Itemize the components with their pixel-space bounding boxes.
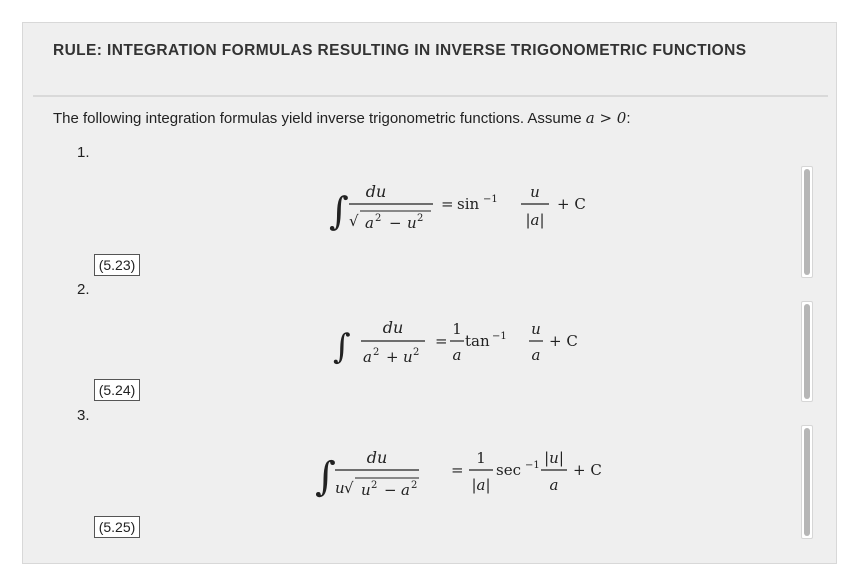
constant: + C bbox=[557, 195, 586, 213]
coefficient-denominator: a bbox=[452, 346, 462, 364]
denominator-b: u bbox=[403, 348, 413, 366]
function-name: tan bbox=[465, 332, 490, 350]
coefficient-denominator: |a| bbox=[471, 476, 491, 494]
integral-sign: ∫ bbox=[329, 189, 349, 233]
exponent: 2 bbox=[373, 347, 380, 358]
rhs-numerator: |u| bbox=[544, 449, 564, 467]
inverse-exponent: −1 bbox=[483, 194, 498, 205]
numerator: du bbox=[365, 182, 387, 201]
formula-2-scrollbar[interactable] bbox=[801, 301, 813, 402]
scrollbar-thumb[interactable] bbox=[804, 428, 810, 536]
formula-3-equation bbox=[309, 437, 609, 507]
formula-1-equation bbox=[323, 173, 603, 243]
inverse-exponent: −1 bbox=[525, 460, 540, 471]
formula-2-equation bbox=[331, 311, 601, 375]
sqrt-symbol: √ bbox=[344, 479, 354, 497]
intro-text bbox=[53, 109, 631, 127]
exponent: 2 bbox=[411, 480, 418, 491]
rhs-denominator: a bbox=[549, 476, 559, 494]
formula-3-scrollbar[interactable] bbox=[801, 425, 813, 539]
numerator: du bbox=[382, 318, 404, 337]
scrollbar-thumb[interactable] bbox=[804, 169, 810, 275]
numerator: du bbox=[366, 448, 388, 467]
equals-sign: = bbox=[441, 195, 454, 213]
equals-sign: = bbox=[451, 461, 464, 479]
formula-2-number: 2. bbox=[77, 281, 90, 298]
radicand-b: a bbox=[401, 481, 410, 499]
inverse-exponent: −1 bbox=[492, 331, 507, 342]
exponent: 2 bbox=[371, 480, 378, 491]
rhs-denominator: a bbox=[531, 346, 541, 364]
radicand-b: u bbox=[407, 214, 417, 232]
integral-sign: ∫ bbox=[315, 454, 336, 500]
radicand-a: a bbox=[365, 214, 374, 232]
exponent: 2 bbox=[375, 213, 382, 224]
scrollbar-thumb[interactable] bbox=[804, 304, 810, 399]
denominator-a: a bbox=[363, 348, 372, 366]
exponent: 2 bbox=[413, 347, 420, 358]
coefficient-numerator: 1 bbox=[476, 449, 486, 467]
equation-tag-5-24: (5.24) bbox=[94, 379, 140, 401]
minus-sign: − bbox=[389, 214, 402, 232]
sqrt-symbol: √ bbox=[349, 212, 359, 230]
constant: + C bbox=[573, 461, 602, 479]
exponent: 2 bbox=[417, 213, 424, 224]
formula-1-number: 1. bbox=[77, 144, 90, 161]
intro-math: a > 0 bbox=[585, 109, 627, 127]
constant: + C bbox=[549, 332, 578, 350]
rhs-numerator: u bbox=[530, 183, 540, 201]
function-name: sec bbox=[496, 461, 521, 479]
rhs-denominator: |a| bbox=[525, 211, 545, 229]
minus-sign: − bbox=[384, 481, 397, 499]
rule-card bbox=[22, 22, 837, 564]
denominator-prefix: u bbox=[335, 479, 345, 497]
plus-sign: + bbox=[386, 348, 399, 366]
intro-colon: : bbox=[626, 110, 631, 127]
rule-title: RULE: INTEGRATION FORMULAS RESULTING IN INVERSE TRIGONOMETRIC FUNCTIONS bbox=[53, 42, 747, 59]
rhs-numerator: u bbox=[531, 320, 541, 338]
radicand-a: u bbox=[361, 481, 371, 499]
equation-tag-5-23: (5.23) bbox=[94, 254, 140, 276]
formula-1-scrollbar[interactable] bbox=[801, 166, 813, 278]
function-name: sin bbox=[457, 195, 480, 213]
title-divider bbox=[33, 95, 828, 97]
integral-sign: ∫ bbox=[333, 327, 351, 367]
equation-tag-5-25: (5.25) bbox=[94, 516, 140, 538]
coefficient-numerator: 1 bbox=[452, 320, 462, 338]
intro-sentence: The following integration formulas yield inverse trigonometric functions. Assume bbox=[53, 110, 586, 127]
equals-sign: = bbox=[435, 332, 448, 350]
formula-3-number: 3. bbox=[77, 407, 90, 424]
